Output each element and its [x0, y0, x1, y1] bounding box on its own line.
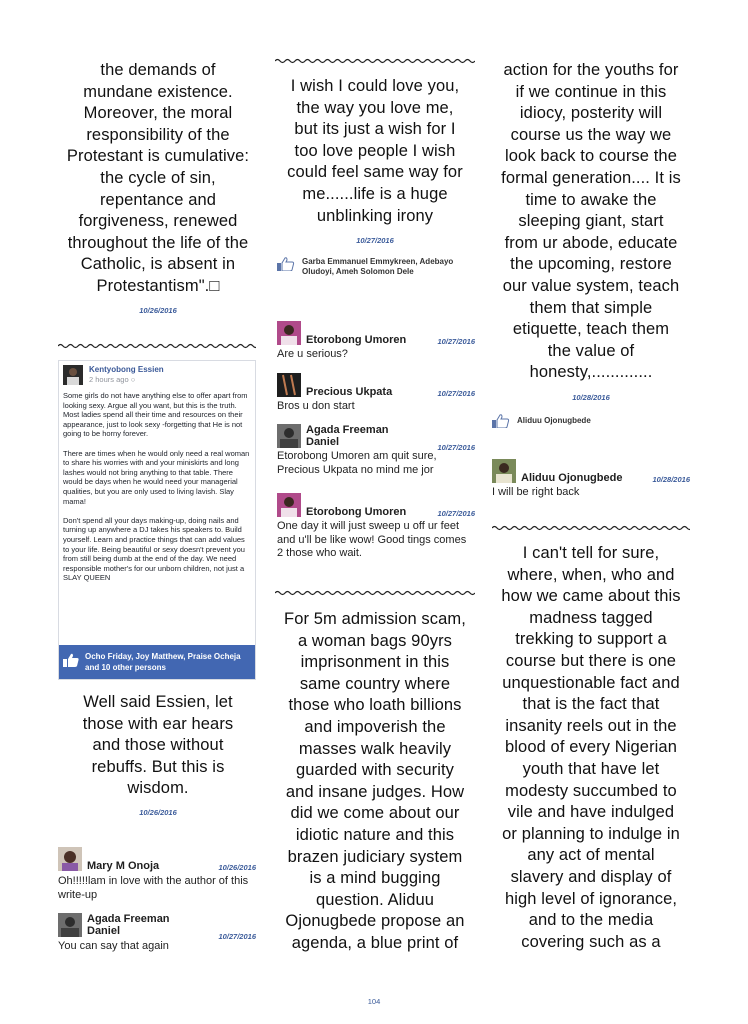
col3-date-top: 10/28/2016 — [572, 393, 610, 402]
text-line: how we came about this — [501, 587, 681, 606]
comment-header — [58, 846, 256, 872]
likes-names[interactable]: Aliduu Ojonugbede — [517, 416, 591, 425]
comment-text: I will be right back — [492, 486, 580, 498]
comment-author[interactable]: Aliduu Ojonugbede — [521, 472, 623, 484]
text-line: youth that have let — [522, 759, 660, 778]
comment — [58, 913, 256, 954]
divider-col3-mid — [492, 524, 690, 532]
globe-icon: ○ — [130, 375, 136, 384]
text-line: covering such as a — [521, 932, 661, 951]
text-line: vile and have indulged — [507, 803, 675, 822]
text-line: rebuffs. But this is — [91, 757, 225, 776]
avatar[interactable] — [492, 459, 516, 483]
comment-author[interactable]: Precious Ukpata — [306, 386, 393, 398]
text-line: and to the media — [528, 911, 654, 930]
fb-post-time: 2 hours ago ○ — [89, 375, 136, 384]
likes-row — [277, 257, 475, 277]
text-line: Ojonugbede propose an — [285, 912, 465, 931]
text-line: the way you love me, — [296, 98, 454, 117]
text-line: time to awake the — [525, 190, 657, 209]
text-line: wisdom. — [127, 779, 189, 798]
text-line: them that simple — [529, 298, 653, 317]
comment-author[interactable]: Mary M Onoja — [87, 860, 160, 872]
text-line: and insane judges. How — [285, 782, 465, 801]
comment — [277, 372, 475, 414]
comment-author[interactable]: Etorobong Umoren — [306, 334, 407, 346]
text-line: our value system, teach — [502, 276, 680, 295]
comment-date: 10/26/2016 — [218, 863, 256, 872]
fb-paragraph: There are times when he would only need a real woman to share his worries with and your miniskirts and long lashes would not bring anything to that table. There would be days when he would need your managerial qualities, but you are only used to living lavish. Slay mama! — [63, 448, 250, 506]
thumbs-up-icon[interactable] — [492, 414, 510, 428]
text-line: those with ear hears — [82, 714, 234, 733]
text-line: a woman bags 90yrs — [297, 631, 453, 650]
col1-text-bottom — [56, 692, 260, 800]
text-line: etiquette, teach them — [512, 320, 670, 339]
comment-date: 10/27/2016 — [218, 932, 256, 941]
comment-text: Are u serious? — [277, 348, 348, 360]
text-line: guarded with security — [295, 761, 454, 780]
comment-text: You can say that again — [58, 940, 169, 952]
text-line: For 5m admission scam, — [284, 610, 466, 628]
comment-date: 10/27/2016 — [437, 337, 475, 346]
text-line: responsibility of the — [86, 125, 230, 144]
comment-text: Bros u don start — [277, 400, 355, 412]
col3-text-bottom — [489, 543, 693, 953]
text-line: if we continue in this — [515, 82, 667, 101]
comment — [277, 424, 475, 477]
text-line: mundane existence. — [83, 82, 233, 101]
col2-text-bottom — [272, 609, 478, 955]
fb-paragraph: Some girls do not have anything else to offer apart from looking sexy. Argue all you want, but this is the truth. Most ladies spend all their time and resources on their appearance, just to look sexy -forgetting that He is not going to be horny forever. — [63, 391, 248, 439]
text-line: throughout the life of the — [67, 233, 249, 252]
text-line: and impoverish the — [304, 717, 446, 736]
text-line: I wish I could love you, — [290, 77, 460, 95]
comment-author[interactable]: Agada Freeman Daniel — [306, 424, 389, 448]
divider-col1-top — [58, 342, 256, 350]
text-line: Protestantism".□ — [96, 276, 220, 295]
comment — [277, 320, 475, 362]
text-line: but its just a wish for I — [294, 120, 456, 139]
comment-header — [277, 424, 475, 452]
comment-date: 10/27/2016 — [437, 443, 475, 452]
fb-likes-bar — [59, 645, 255, 679]
text-line: idiocy, posterity will — [519, 104, 663, 123]
comment-text: One day it will just sweep u off ur feet and u'll be like wow! Good tings comes 2 those who wait. — [277, 520, 467, 559]
text-line: those who loath billions — [288, 696, 462, 715]
text-line: unquestionable fact and — [502, 673, 680, 692]
comment-header — [492, 458, 690, 484]
text-line: the demands of — [100, 61, 216, 79]
col2-text-top — [272, 76, 478, 227]
text-line: honesty,............. — [529, 363, 653, 382]
avatar[interactable] — [277, 321, 301, 345]
text-line: brazen judiciary system — [287, 847, 463, 866]
text-line: and those without — [92, 736, 224, 755]
col3-text-top — [489, 60, 693, 384]
text-line: is a mind bugging — [309, 869, 441, 888]
comment-date: 10/27/2016 — [437, 389, 475, 398]
text-line: could feel same way for — [287, 163, 463, 182]
thumbs-up-icon[interactable] — [277, 257, 295, 271]
comment — [277, 492, 475, 561]
text-line: too love people I wish — [294, 141, 456, 160]
text-line: did we come about our — [290, 804, 460, 823]
text-line: question. Aliduu — [315, 890, 435, 909]
text-line: madness tagged — [529, 608, 653, 627]
fb-author-avatar — [63, 365, 83, 385]
text-line: agenda, a blue print of — [291, 933, 459, 952]
comment-header — [277, 320, 475, 346]
comment-text: Oh!!!!!lam in love with the author of this write-up — [58, 875, 249, 901]
text-line: or planning to indulge in — [502, 824, 680, 843]
text-line: imprisonment in this — [300, 653, 450, 672]
text-line: repentance and — [99, 190, 217, 209]
text-line: me......life is a huge — [302, 184, 448, 203]
comment-text: Etorobong Umoren am quit sure, Precious Ukpata no mind me jor — [277, 450, 437, 476]
text-line: Moreover, the moral — [83, 104, 233, 123]
text-line: Protestant is cumulative: — [66, 147, 250, 166]
fb-post-header — [59, 361, 255, 391]
text-line: I can't tell for sure, — [522, 544, 660, 562]
text-line: Well said Essien, let — [83, 693, 233, 711]
comment-author[interactable]: Etorobong Umoren — [306, 506, 407, 518]
embedded-facebook-post — [58, 360, 256, 680]
comment — [492, 458, 690, 500]
text-line: course us the way we — [510, 125, 672, 144]
comment — [58, 846, 256, 902]
avatar[interactable] — [58, 847, 82, 871]
fb-author-name[interactable]: Kentyobong Essien — [89, 365, 164, 374]
text-line: the cycle of sin, — [100, 168, 216, 187]
text-line: action for the youths for — [503, 61, 679, 79]
fb-likes-names[interactable]: Ocho Friday, Joy Matthew, Praise Ocheja and 10 other persons — [85, 652, 241, 672]
text-line: sleeping giant, start — [518, 212, 664, 231]
text-line: Catholic, is absent in — [80, 255, 236, 274]
thumbs-up-icon — [63, 653, 79, 672]
col1-date-top: 10/26/2016 — [139, 306, 177, 315]
divider-col2-mid — [275, 589, 475, 597]
comment-author[interactable]: Agada Freeman Daniel — [87, 913, 170, 937]
text-line: the value of — [547, 341, 635, 360]
comment-date: 10/28/2016 — [652, 475, 690, 484]
text-line: masses walk heavily — [298, 739, 452, 758]
text-line: look back to course the — [505, 147, 677, 166]
likes-row — [492, 414, 690, 428]
divider-col2-top — [275, 57, 475, 65]
text-line: modesty succumbed to — [505, 781, 677, 800]
likes-names[interactable]: Garba Emmanuel Emmykreen, Adebayo Oludoyi, Ameh Solomon Dele — [302, 257, 454, 276]
text-line: forgiveness, renewed — [78, 212, 238, 231]
col1-text-top — [56, 60, 260, 298]
text-line: trekking to support a — [515, 630, 667, 649]
text-line: that is the fact that — [522, 695, 660, 714]
avatar[interactable] — [277, 424, 301, 448]
comment-date: 10/27/2016 — [437, 509, 475, 518]
comment-header — [277, 492, 475, 518]
fb-post-body — [59, 391, 255, 583]
comment-header — [277, 372, 475, 398]
text-line: idiotic nature and this — [295, 825, 455, 844]
text-line: the upcoming, restore — [510, 255, 672, 274]
text-line: blood of every Nigerian — [505, 738, 677, 757]
text-line: unblinking irony — [316, 206, 434, 225]
comment-header — [58, 913, 256, 941]
fb-paragraph: Don't spend all your days making-up, doing nails and turning up anywhere a DJ takes his speakers to. Build yourself. Learn and practice things that can add values to your life. Being beautiful or sexy doesn't prevent you from still being dumb at the end of the day. We need responsible mother's for our unborn children, not just a SLAY QUEEN — [63, 515, 245, 583]
text-line: same country where — [299, 674, 451, 693]
text-line: insanity reels out in the — [505, 716, 677, 735]
text-line: course but there is one — [505, 651, 677, 670]
text-line: formal generation.... It is — [501, 168, 681, 187]
page-number: 104 — [367, 997, 381, 1006]
avatar[interactable] — [277, 373, 301, 397]
col1-date-bottom: 10/26/2016 — [139, 808, 177, 817]
text-line: high level of ignorance, — [504, 889, 678, 908]
text-line: from ur abode, educate — [504, 233, 678, 252]
avatar[interactable] — [58, 913, 82, 937]
text-line: where, when, who and — [507, 565, 675, 584]
text-line: any act of mental — [527, 846, 655, 865]
text-line: slavery and display of — [510, 867, 672, 886]
col2-date-top: 10/27/2016 — [356, 236, 394, 245]
avatar[interactable] — [277, 493, 301, 517]
